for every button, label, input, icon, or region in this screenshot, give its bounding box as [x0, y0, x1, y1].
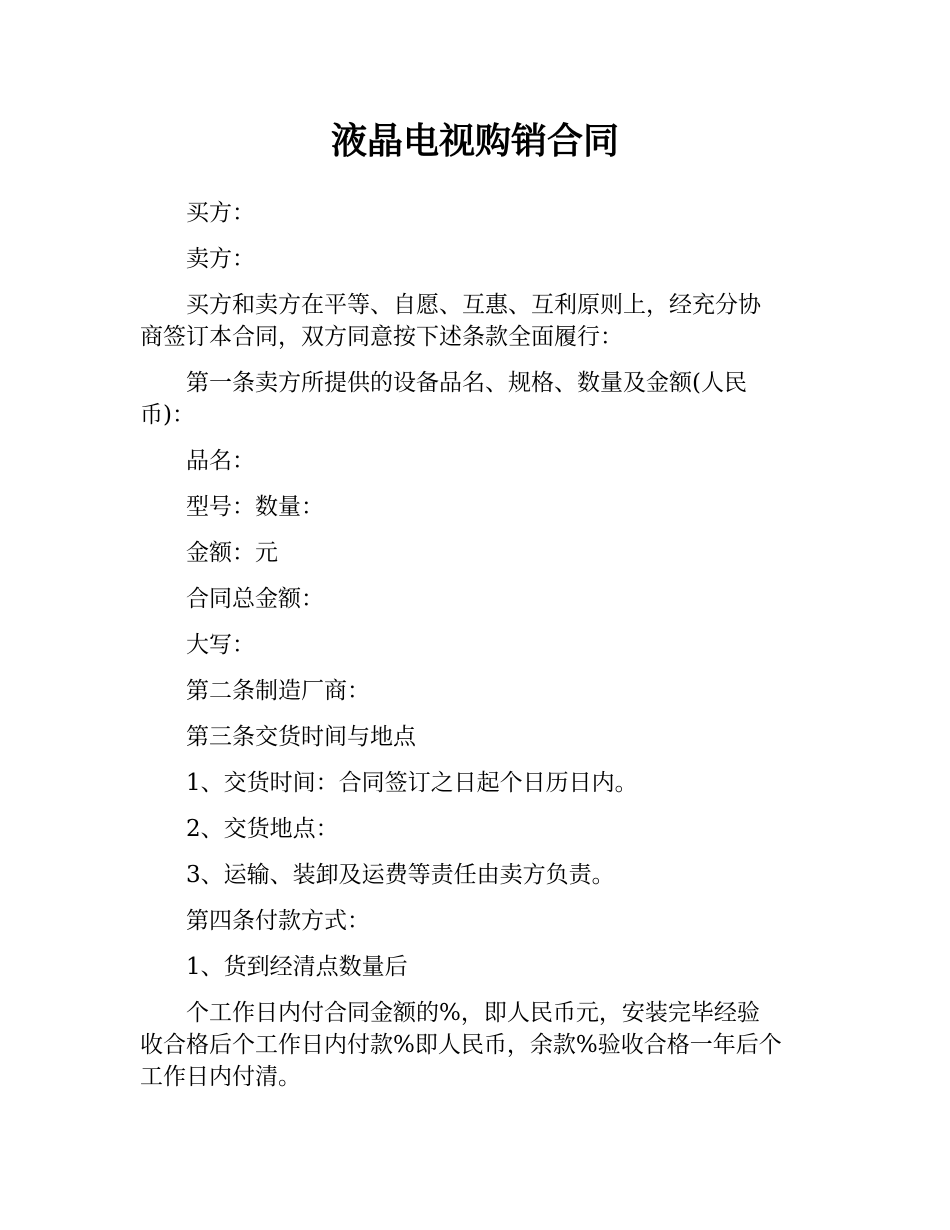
- paragraph-article-1: 第一条卖方所提供的设备品名、规格、数量及金额(人民 币)：: [140, 370, 747, 428]
- paragraph-delivery-time: 1、交货时间：合同签订之日起个日历日内。: [186, 770, 638, 796]
- paragraph-amount-in-words: 大写：: [186, 632, 255, 658]
- document-body: [140, 197, 812, 1107]
- paragraph-article-3: 第三条交货时间与地点: [186, 724, 416, 750]
- paragraph-total-amount: 合同总金额：: [186, 586, 324, 612]
- paragraph-preamble: 买方和卖方在平等、自愿、互惠、互利原则上，经充分协 商签订本合同，双方同意按下述条款全面履行：: [140, 292, 761, 350]
- paragraph-delivery-place: 2、交货地点：: [186, 816, 339, 842]
- paragraph-article-4: 第四条付款方式：: [186, 908, 370, 934]
- document-title: 液晶电视购销合同: [330, 121, 619, 162]
- paragraph-amount: 金额：元: [186, 540, 278, 566]
- paragraph-payment-1: 1、货到经清点数量后: [186, 954, 408, 980]
- paragraph-model-quantity: 型号：数量：: [186, 494, 324, 520]
- paragraph-product-name: 品名：: [186, 448, 255, 474]
- paragraph-buyer: 买方：: [186, 200, 255, 226]
- paragraph-seller: 卖方：: [186, 246, 255, 272]
- paragraph-transport: 3、运输、装卸及运费等责任由卖方负责。: [186, 862, 615, 888]
- paragraph-article-2: 第二条制造厂商：: [186, 678, 370, 704]
- paragraph-payment-terms: 个工作日内付合同金额的%，即人民币元，安装完毕经验 收合格后个工作日内付款%即人民币，余款%验收合格一年后个 工作日内付清。: [140, 1000, 782, 1090]
